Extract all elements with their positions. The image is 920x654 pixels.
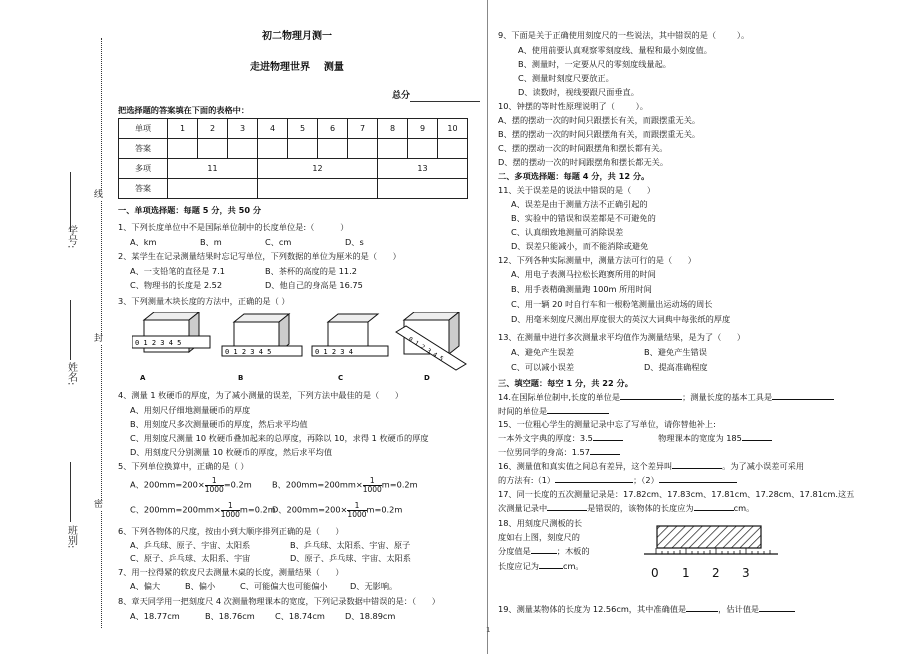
- q14-text: 时间的单位是: [498, 406, 548, 416]
- option: B、实验中的错误和误差都是不可避免的: [511, 213, 656, 223]
- option: A、乒乓球、原子、宇宙、太阳系: [130, 540, 251, 550]
- col-number: 7: [348, 119, 378, 139]
- page-number: 1: [486, 626, 491, 634]
- question-14-cont: [498, 406, 609, 416]
- option: A、避免产生误差: [511, 347, 574, 357]
- ruler-tick-label: 3: [742, 566, 750, 580]
- fraction-den: 1000: [220, 509, 240, 519]
- q17-text: cm。: [733, 503, 755, 513]
- answer-cell[interactable]: [288, 139, 318, 159]
- figure-label: B: [238, 374, 244, 382]
- q5-option-d: [272, 502, 402, 518]
- q16-text: 。为了减小误差可采用: [722, 461, 805, 471]
- board: [657, 526, 761, 548]
- q15-line-1: [498, 433, 772, 443]
- option-text: D、200mm=200×: [272, 504, 348, 515]
- q16-blank-1[interactable]: [672, 468, 722, 469]
- col-number: 4: [258, 119, 288, 139]
- section-fill-blank: 三、填空题：每空 1 分，共 22 分。: [498, 378, 633, 388]
- student-id-label: 学号:: [65, 225, 77, 249]
- option: A、用刻尺仔细地测量硬币的厚度: [130, 405, 251, 415]
- q17-text: 是错误的，该物体的长度应为: [587, 503, 694, 513]
- q18-text: ；木板的: [556, 546, 590, 556]
- q18-line-4: [498, 561, 584, 571]
- option: C、认真细致地测量可消除误差: [511, 227, 624, 237]
- question-6: 6、下列各物体的尺度，按由小到大顺序排列正确的是（ ）: [118, 526, 344, 536]
- col-number: 12: [258, 159, 378, 179]
- q5-option-b: [272, 477, 418, 493]
- figure-a: [132, 312, 210, 352]
- col-number: 13: [378, 159, 468, 179]
- answer-table: [118, 118, 468, 199]
- option: D、用毫米刻度尺测出厚度很大的英汉大词典中每张纸的厚度: [511, 314, 731, 324]
- fraction-num: 1: [363, 477, 382, 486]
- answer-cell[interactable]: [258, 179, 378, 199]
- col-number: 8: [378, 119, 408, 139]
- option: D、他自己的身高是 16.75: [265, 280, 363, 290]
- answer-label: 答案: [119, 179, 168, 199]
- single-label: 单项: [119, 119, 168, 139]
- ruler-ticks: [656, 548, 770, 554]
- option: D、摆的摆动一次的时间跟摆角和摆长都无关。: [498, 157, 669, 167]
- q15-text: 一本外文字典的厚度：3.5: [498, 433, 593, 443]
- option: B、避免产生错误: [644, 347, 707, 357]
- option: A、使用前要认真观察零刻度线、量程和最小刻度值。: [518, 45, 712, 55]
- fraction-num: 1: [221, 502, 240, 511]
- fraction-den: 1000: [362, 484, 382, 494]
- table-row: [119, 179, 468, 199]
- svg-text:0 1 2 3 4 5: 0 1 2 3 4 5: [225, 348, 272, 356]
- option: A、偏大: [130, 581, 161, 591]
- question-17-cont: [498, 503, 754, 513]
- answer-cell[interactable]: [168, 139, 198, 159]
- svg-text:0 1 2 3 4 5: 0 1 2 3 4 5: [135, 339, 182, 347]
- option-text: C、200mm=200mm×: [130, 504, 221, 515]
- ruler-tick-label: 1: [682, 566, 690, 580]
- table-row: [119, 159, 468, 179]
- question-10: 10、钟摆的等时性原理说明了（ ）。: [498, 101, 648, 111]
- option: C、可以减小误差: [511, 362, 575, 372]
- answer-cell[interactable]: [318, 139, 348, 159]
- q19-text: 19、测量某物体的长度为 12.56cm，其中准确值是: [498, 604, 687, 614]
- q14-blank-1[interactable]: [620, 399, 682, 400]
- figure-b: [222, 314, 302, 356]
- q5-option-a: [130, 477, 252, 493]
- seal-char-seal: 封: [94, 334, 104, 344]
- question-11: 11、关于误差是的说法中错误的是（ ）: [498, 185, 656, 195]
- column-divider: [486, 0, 491, 654]
- question-7: 7、用一拉得紧的软皮尺去测量木桌的长度，测量结果（ ）: [118, 567, 344, 577]
- option: C、cm: [265, 237, 292, 247]
- q15-text: 一位男同学的身高：1.57: [498, 447, 590, 457]
- section-multi-choice: 二、多项选择题：每题 4 分，共 12 分。: [498, 171, 650, 181]
- option: C、用刻度尺测量 10 枚硬币叠加起来的总厚度，再除以 10，求得 1 枚硬币的厚度: [130, 433, 429, 443]
- option: D、提高准确程度: [644, 362, 708, 372]
- ruler-board-figure: [640, 520, 780, 582]
- q16-text: ；（2）: [633, 475, 659, 485]
- option: B、摆的摆动一次的时间只跟摆角有关，而跟摆重无关。: [498, 129, 701, 139]
- option: C、18.74cm: [275, 611, 325, 621]
- fraction-den: 1000: [347, 509, 367, 519]
- question-5: 5、下列单位换算中，正确的是（ ）: [118, 461, 249, 471]
- col-number: 6: [318, 119, 348, 139]
- option: A、摆的摆动一次的时间只跟摆长有关，而跟摆重无关。: [498, 115, 701, 125]
- answer-cell[interactable]: [378, 179, 468, 199]
- figure-c: [312, 314, 388, 356]
- col-number: 10: [438, 119, 468, 139]
- ruler-tick-label: 2: [712, 566, 720, 580]
- option-text: =0.2m: [223, 479, 252, 490]
- option: D、读数时，视线要跟尺面垂直。: [518, 87, 639, 97]
- q17-blank-2[interactable]: [694, 510, 734, 511]
- option-text: m=0.2m: [239, 504, 276, 515]
- answer-cell[interactable]: [438, 139, 468, 159]
- q15-blank-3[interactable]: [590, 454, 620, 455]
- q15-blank-2[interactable]: [742, 440, 772, 441]
- fraction: [221, 502, 240, 518]
- col-number: 3: [228, 119, 258, 139]
- table-instruction: 把选择题的答案填在下面的表格中：: [118, 105, 250, 115]
- question-14: [498, 392, 834, 402]
- table-row: [119, 119, 468, 139]
- paper-subtitle: 走进物理世界 测量: [250, 62, 344, 73]
- q18-blank-1[interactable]: [531, 553, 557, 554]
- option: B、测量时，一定要从尺的零刻度线量起。: [518, 59, 671, 69]
- q16-text: 16、测量值和真实值之间总有差异，这个差异叫: [498, 461, 673, 471]
- question-8: 8、章天同学用一把刻度尺 4 次测量物理课本的宽度，下列记录数据中错误的是：（ ）: [118, 596, 440, 606]
- q19-text: ，估计值是: [718, 604, 760, 614]
- figure-label: D: [424, 374, 430, 382]
- answer-cell[interactable]: [198, 139, 228, 159]
- total-score-label: 总分: [392, 91, 411, 101]
- question-3: 3、下列测量木块长度的方法中，正确的是（ ）: [118, 296, 290, 306]
- q16-text: 的方法有:（1）: [498, 475, 556, 485]
- col-number: 5: [288, 119, 318, 139]
- option: D、误差只能减小，而不能消除或避免: [511, 241, 649, 251]
- option: C、摆的摆动一次的时间跟摆角和摆长都有关。: [498, 143, 668, 153]
- col-number: 1: [168, 119, 198, 139]
- q14-text: ；测量长度的基本工具是: [682, 392, 773, 402]
- table-row: [119, 139, 468, 159]
- option: D、用刻度尺分别测量 10 枚硬币的厚度，然后求平均值: [130, 447, 333, 457]
- col-number: 2: [198, 119, 228, 139]
- multi-label: 多项: [119, 159, 168, 179]
- q15-blank-1[interactable]: [593, 440, 623, 441]
- option-text: m=0.2m: [366, 504, 403, 515]
- fraction-num: 1: [205, 477, 224, 486]
- option: B、乒乓球、太阳系、宇宙、原子: [290, 540, 411, 550]
- question-1: 1、下列长度单位中不是国际单位制中的长度单位是:（ ）: [118, 222, 349, 232]
- binding-line: [101, 38, 102, 628]
- q18-text: cm。: [562, 561, 584, 571]
- figure-d: [396, 312, 466, 370]
- section-single-choice: 一、单项选择题：每题 5 分，共 50 分: [118, 205, 262, 215]
- option-text: m=0.2m: [381, 479, 418, 490]
- option: A、一支铅笔的直径是 7.1: [130, 266, 225, 276]
- option: A、18.77cm: [130, 611, 180, 621]
- option: C、原子、乒乓球、太阳系、宇宙: [130, 553, 251, 563]
- option: A、用电子表测马拉松长跑赛所用的时间: [511, 269, 656, 279]
- option-text: B、200mm=200mm×: [272, 479, 363, 490]
- option: D、s: [345, 237, 364, 247]
- name-label: 姓名:: [65, 362, 77, 386]
- option: D、18.89cm: [345, 611, 396, 621]
- q19-blank-1[interactable]: [686, 611, 718, 612]
- fraction: [363, 477, 382, 493]
- seal-char-line: 线: [94, 190, 104, 200]
- option: C、物理书的长度是 2.52: [130, 280, 223, 290]
- question-12: 12、下列各种实际测量中，测量方法可行的是（ ）: [498, 255, 696, 265]
- option: B、偏小: [185, 581, 216, 591]
- q18-line-3: [498, 546, 590, 556]
- question-16-cont: [498, 475, 737, 485]
- answer-label: 答案: [119, 139, 168, 159]
- q19-blank-2[interactable]: [759, 611, 795, 612]
- question-19: [498, 604, 795, 614]
- fraction: [347, 502, 366, 518]
- ruler-tick-label: 0: [651, 566, 659, 580]
- answer-cell[interactable]: [348, 139, 378, 159]
- option: A、误差是由于测量方法不正确引起的: [511, 199, 648, 209]
- figure-label: C: [338, 374, 344, 382]
- option: D、无影响。: [350, 581, 398, 591]
- question-15: 15、一位粗心学生的测量记录中忘了写单位，请你替他补上:: [498, 419, 716, 429]
- option: B、18.76cm: [205, 611, 255, 621]
- q14-blank-2[interactable]: [772, 399, 834, 400]
- option: B、用手表精确测量跑 100m 所用时间: [511, 284, 652, 294]
- q14-text: 14.在国际单位制中,长度的单位是: [498, 392, 621, 402]
- question-17: 17、同一长度的五次测量记录是：17.82cm、17.83cm、17.81cm、17.28cm、17.81cm.这五: [498, 489, 855, 499]
- q18-text: 度如右上图，刻度尺的: [498, 532, 580, 542]
- option: C、用一辆 20 吋自行车和一根粉笔测量出运动场的周长: [511, 299, 713, 309]
- paper-title: 初二物理月测一: [262, 31, 332, 42]
- total-score-field[interactable]: [410, 101, 480, 102]
- ruler-figures: [132, 312, 472, 384]
- q17-blank-1[interactable]: [547, 510, 587, 511]
- col-number: 11: [168, 159, 258, 179]
- q16-blank-3[interactable]: [659, 482, 737, 483]
- question-16: [498, 461, 804, 471]
- id-writing-line[interactable]: [70, 172, 71, 232]
- answer-cell[interactable]: [168, 179, 258, 199]
- q18-text: 分度值是: [498, 546, 531, 556]
- option: D、原子、乒乓球、宇宙、太阳系: [290, 553, 411, 563]
- answer-cell[interactable]: [378, 139, 408, 159]
- svg-text:0 1 2 3 4: 0 1 2 3 4: [315, 348, 353, 356]
- fraction-num: 1: [347, 502, 366, 511]
- col-number: 9: [408, 119, 438, 139]
- name-writing-line[interactable]: [70, 300, 71, 360]
- class-label: 班别:: [65, 525, 77, 549]
- answer-cell[interactable]: [258, 139, 288, 159]
- question-9: 9、下面是关于正确使用刻度尺的一些说法，其中错误的是（ ）。: [498, 30, 750, 40]
- option: C、可能偏大也可能偏小: [240, 581, 328, 591]
- question-13: 13、在测量中进行多次测量求平均值作为测量结果，是为了（ ）: [498, 332, 746, 342]
- fraction-den: 1000: [204, 484, 224, 494]
- q17-text: 次测量记录中: [498, 503, 548, 513]
- option: B、m: [200, 237, 222, 247]
- answer-cell[interactable]: [228, 139, 258, 159]
- class-writing-line[interactable]: [70, 462, 71, 522]
- q15-line-2: [498, 447, 620, 457]
- q15-text: 物理课本的宽度为 185: [658, 433, 742, 443]
- answer-cell[interactable]: [408, 139, 438, 159]
- figure-label: A: [140, 374, 146, 382]
- q16-blank-2[interactable]: [555, 482, 633, 483]
- question-2: 2、某学生在记录测量结果时忘记写单位，下列数据的单位为厘米的是（ ）: [118, 251, 401, 261]
- q18-text: 长度应记为: [498, 561, 539, 571]
- fraction: [205, 477, 224, 493]
- option: B、用刻度尺多次测量硬币的厚度，然后求平均值: [130, 419, 308, 429]
- option: B、茶杯的高度的是 11.2: [265, 266, 357, 276]
- q14-blank-3[interactable]: [547, 413, 609, 414]
- q18-blank-2[interactable]: [539, 568, 563, 569]
- seal-char-secret: 密: [94, 500, 104, 510]
- question-18: 18、用刻度尺测板的长: [498, 518, 583, 528]
- option-text: A、200mm=200×: [130, 479, 205, 490]
- option: C、测量时刻度尺要放正。: [518, 73, 614, 83]
- q5-option-c: [130, 502, 276, 518]
- svg-text:0 1 2 3 4 5: 0 1 2 3 4 5: [406, 335, 445, 363]
- question-4: 4、测量 1 枚硬币的厚度，为了减小测量的误差，下列方法中最佳的是（ ）: [118, 390, 404, 400]
- option: A、km: [130, 237, 157, 247]
